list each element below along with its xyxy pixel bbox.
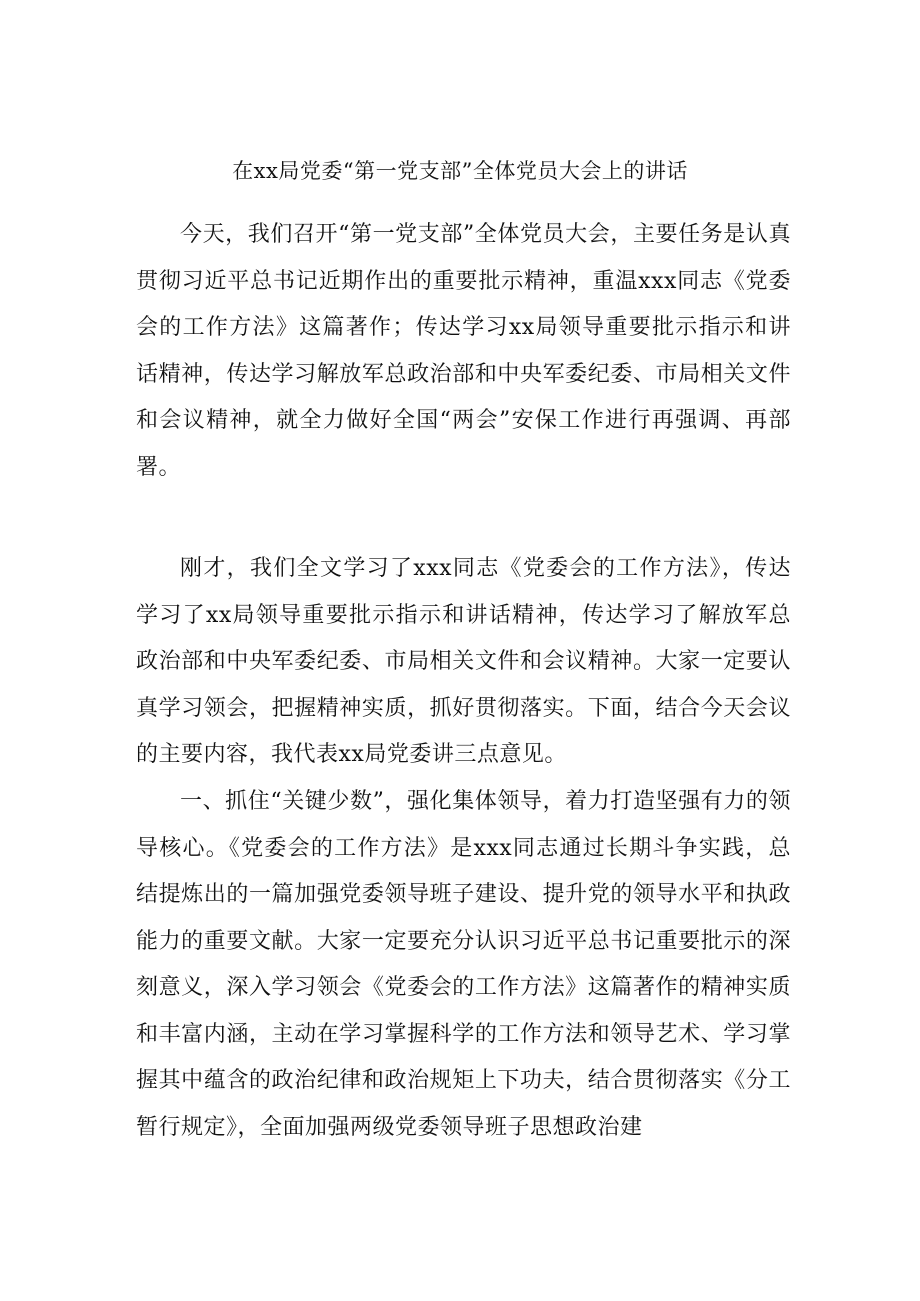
document-title: 在xx局党委“第一党支部”全体党员大会上的讲话 — [232, 159, 688, 183]
paragraph-point-one: 一、抓住“关键少数”，强化集体领导，着力打造坚强有力的领导核心。《党委会的工作方法》是xxx同志通过长期斗争实践，总结提炼出的一篇加强党委领导班子建设、提升党的领导水平和执政能力的重要文献。大家一定要充分认识习近平总书记重要批示的深刻意义，深入学习领会《党委会的工作方法》这篇著作的精神实质和丰富内涵，主动在学习掌握科学的工作方法和领导艺术、学习掌握其中蕴含的政治纪律和政治规矩上下功夫，结合贯彻落实《分工暂行规定》，全面加强两级党委领导班子思想政治建 — [136, 789, 791, 1140]
paragraph-summary: 刚才，我们全文学习了xxx同志《党委会的工作方法》，传达学习了xx局领导重要批示指示和讲话精神，传达学习了解放军总政治部和中央军委纪委、市局相关文件和会议精神。大家一定要认真学习领会，把握精神实质，抓好贯彻落实。下面，结合今天会议的主要内容，我代表xx局党委讲三点意见。 — [136, 556, 791, 767]
paragraph-opening: 今天，我们召开“第一党支部”全体党员大会，主要任务是认真贯彻习近平总书记近期作出的重要批示精神，重温xxx同志《党委会的工作方法》这篇著作；传达学习xx局领导重要批示指示和讲话精神，传达学习解放军总政治部和中央军委纪委、市局相关文件和会议精神，就全力做好全国“两会”安保工作进行再强调、再部署。 — [136, 222, 791, 480]
